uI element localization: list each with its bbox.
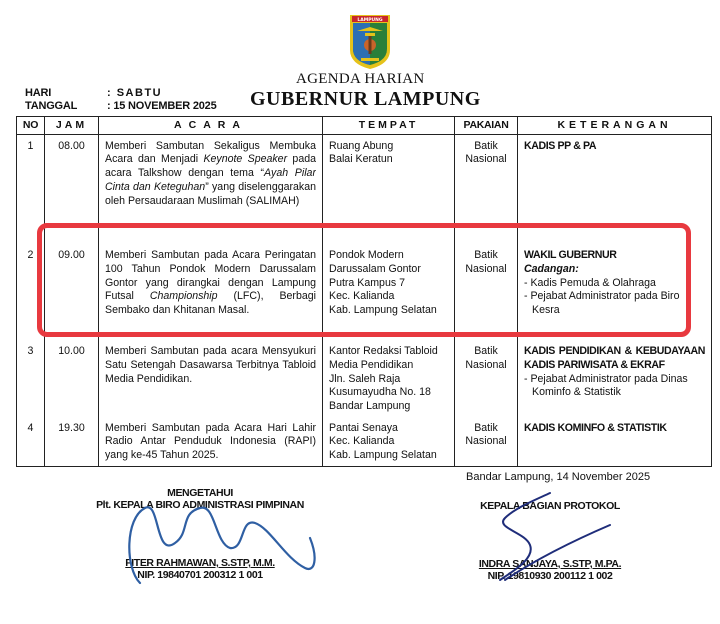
pakaian-line: Batik [474,421,498,434]
document-title: AGENDA HARIAN [296,71,425,87]
cell-jam: 10.00 [45,340,99,417]
lampung-emblem-logo [349,14,391,70]
keterangan-main: KADIS PP & PA [524,139,597,152]
tempat-line: Media Pendidikan [329,358,414,371]
cell-pakaian [455,340,518,417]
cell-jam: 19.30 [45,417,99,467]
tempat-line: Kantor Redaksi Tabloid [329,345,438,358]
cell-acara: Memberi Sambutan pada Acara Hari Lahir Radio Antar Penduduk Indonesia (RAPI) yang ke-45 Tahun 2025. [99,417,323,467]
tempat-line: Bandar Lampung [329,400,411,413]
tempat-line: Kab. Lampung Selatan [329,449,437,462]
tempat-line: Pantai Senaya [329,421,398,434]
cell-jam: 09.00 [45,244,99,340]
signature-left-name: FITER RAHMAWAN, S.STP, M.M. [125,557,275,569]
signature-left-position: Plt. KEPALA BIRO ADMINISTRASI PIMPINAN [96,499,304,511]
day-value: : SABTU [107,87,163,99]
col-header-no: NO [17,117,45,135]
logo-label: LAMPUNG [357,18,383,23]
acara-text: Memberi Sambutan pada Acara Peringatan 100 Tahun Pondok Modern Darussalam Gontor yang dirangkai dengan Lampung Futsal [105,249,316,303]
keterangan-main: KADIS KOMINFO & STATISTIK [524,421,667,434]
pakaian-line: Nasional [465,435,507,448]
cell-tempat [323,340,455,417]
pakaian-line: Nasional [465,358,507,371]
keterangan-main-2: KADIS PARIWISATA & EKRAF [524,358,665,371]
signature-left-heading: MENGETAHUI [167,487,233,499]
pakaian-line: Batik [474,139,498,152]
date-value: : 15 NOVEMBER 2025 [107,100,217,112]
cell-keterangan [518,417,712,467]
cell-no: 4 [17,417,45,467]
tempat-line: Pondok Modern [329,249,404,262]
table-row [17,340,712,417]
col-header-acara: ACARA [99,117,323,135]
keterangan-sub: Cadangan: [524,262,579,275]
tempat-line: Kusumayudha No. 18 [329,386,431,399]
signature-scribble-right [475,490,615,585]
signature-right-nip: NIP. 19810930 200112 1 002 [487,570,613,582]
tempat-line: Jln. Saleh Raja [329,372,401,385]
keterangan-item: - Kadis Pemuda & Olahraga [524,276,656,289]
day-label: HARI [25,87,52,99]
document-subtitle: GUBERNUR LAMPUNG [250,88,481,110]
acara-text: pada acara Talkshow dengan tema “ [105,153,316,180]
pakaian-line: Nasional [465,153,507,166]
highlight-annotation-box [37,223,691,337]
cell-no: 1 [17,134,45,244]
acara-text: ” yang diselenggarakan oleh Persaudaraan Muslimah (SALIMAH) [105,180,316,207]
tempat-line: Kec. Kalianda [329,290,395,303]
col-header-jam: JAM [45,117,99,135]
pakaian-line: Nasional [465,262,507,275]
cell-no: 3 [17,340,45,417]
tempat-line: Putra Kampus 7 [329,276,405,289]
cell-keterangan [518,340,712,417]
tempat-line: Kec. Kalianda [329,435,395,448]
col-header-tempat: TEMPAT [323,117,455,135]
acara-text: Memberi Sambutan Sekaligus Membuka Acara dan Menjadi [105,139,316,166]
signature-right-position: KEPALA BAGIAN PROTOKOL [480,500,620,512]
acara-italic-text: Keynote Speaker [203,153,288,166]
cell-no: 2 [17,244,45,340]
keterangan-item: - Pejabat Administrator pada Dinas Kominfo & Statistik [524,372,688,399]
tempat-line: Darussalam Gontor [329,262,421,275]
place-date: Bandar Lampung, 14 November 2025 [466,471,651,483]
tempat-line: Balai Keratun [329,153,393,166]
table-header-row [17,117,712,135]
signature-left-nip: NIP. 19840701 200312 1 001 [137,569,263,581]
col-header-pakaian: PAKAIAN [455,117,518,135]
date-label: TANGGAL [25,100,78,112]
cell-jam: 08.00 [45,134,99,244]
tempat-line: Ruang Abung [329,139,394,152]
tempat-line: Kab. Lampung Selatan [329,304,437,317]
table-row [17,417,712,467]
cell-tempat [323,417,455,467]
pakaian-line: Batik [474,249,498,262]
signature-scribble-left [120,488,330,588]
col-header-keterangan: KETERANGAN [518,117,712,135]
keterangan-main: KADIS PENDIDIKAN & KEBUDAYAAN [524,345,705,358]
acara-text: (LFC), Berbagi Sembako dan Khitanan Masal. [105,290,316,317]
acara-italic-text: Ayah Pilar Cinta dan Keteguhan [105,167,316,193]
cell-pakaian [455,417,518,467]
keterangan-main: WAKIL GUBERNUR [524,249,617,262]
keterangan-item: - Pejabat Administrator pada Biro Kesra [524,290,680,317]
acara-italic-text: Championship [149,290,218,303]
signature-right-name: INDRA SANJAYA, S.STP, M.PA. [478,558,622,570]
pakaian-line: Batik [474,345,498,358]
cell-acara: Memberi Sambutan pada acara Mensyukuri Satu Setengah Dasawarsa Terbitnya Tabloid Media Pendidikan. [99,340,323,417]
